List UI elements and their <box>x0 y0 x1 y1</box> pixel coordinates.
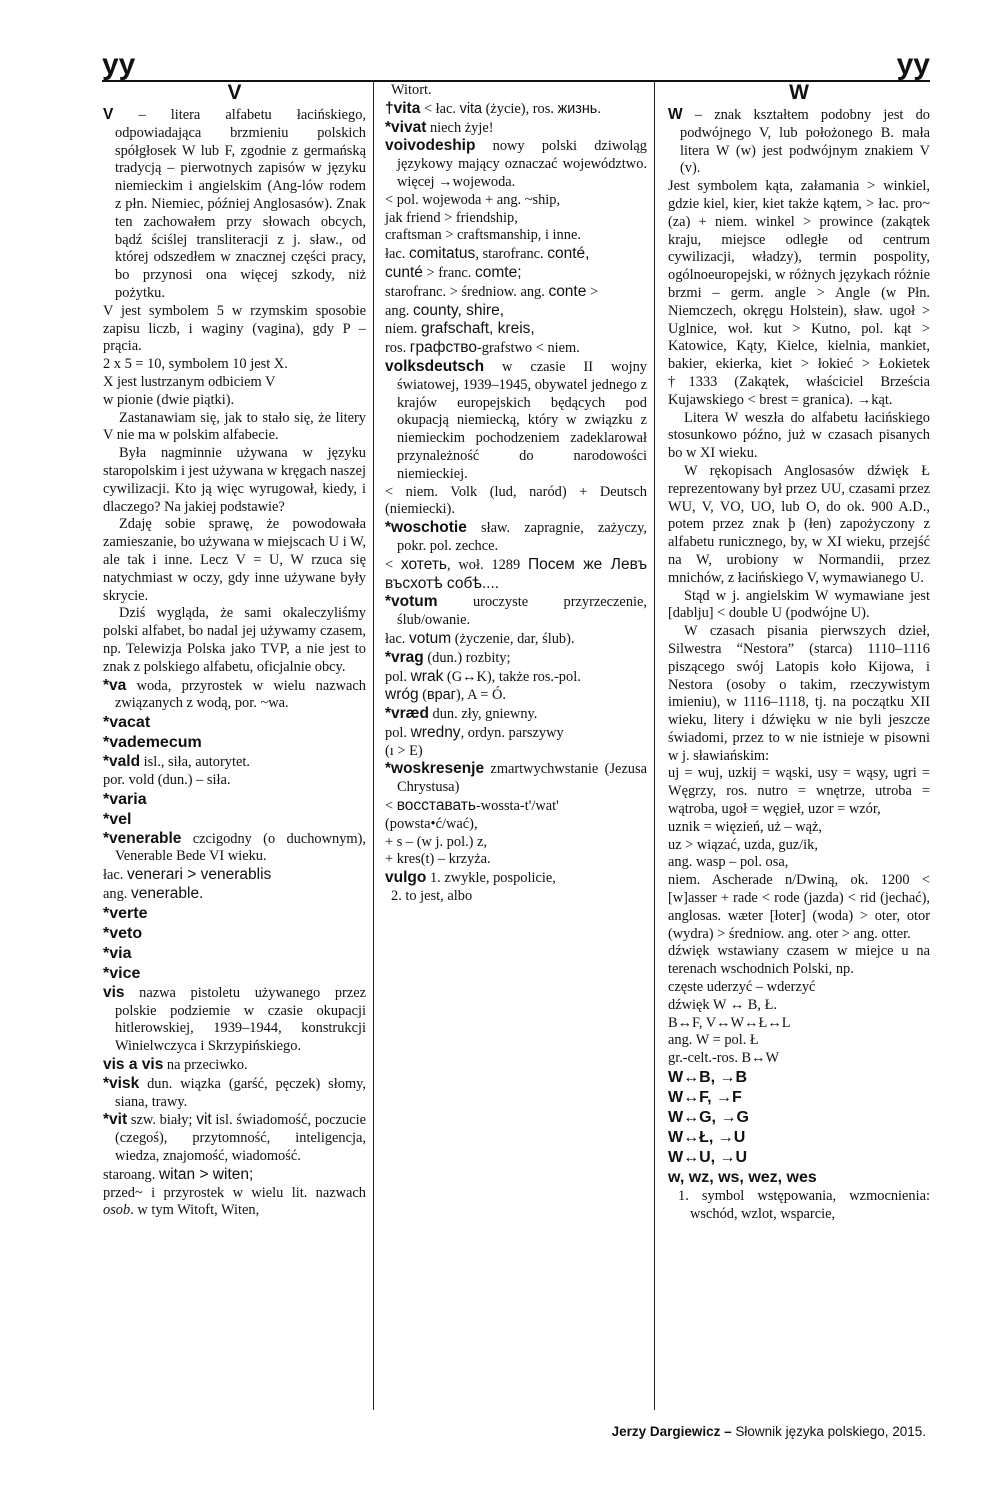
entry-line: dźwięk W ↔ B, Ł. <box>668 996 777 1013</box>
entry-line: ang. W = pol. Ł <box>668 1032 759 1049</box>
column-divider-1 <box>373 82 374 1410</box>
entry-line: < pol. wojewoda + ang. ~ship, <box>385 191 561 208</box>
paragraph: Zastanawiam się, jak to stało się, że litery V nie ma w polskim alfabecie. <box>103 409 366 444</box>
entry-visk: *visk dun. wiązka (garść, pęczek) słomy, siana, trawy. <box>103 1074 366 1110</box>
paragraph: W rękopisach Anglosasów dźwięk Ł reprezentowany był przez UU, czasami przez WU, V, VO, UO, lub O, do ok. 900 A.D., potem przez znak þ (łen) zapożyczony z alfabetu runicznego, by, w XI wieku, przejść na W, urobiony w Normandii, przez mnichów, z łacińskiego V, wymawianego U. <box>668 462 930 586</box>
entry-line: craftsman > craftsmanship, i inne. <box>385 227 581 244</box>
entry-line: staroang. witan > witen; <box>103 1165 254 1183</box>
entry-line: ang. wasp – pol. osa, <box>668 854 789 871</box>
entry-veto: *veto <box>103 924 143 942</box>
entry-vice: *vice <box>103 964 141 982</box>
entry-w-f: W↔F, →F <box>668 1089 742 1107</box>
entry-line: 2. to jest, albo <box>391 888 473 905</box>
paragraph: Litera W weszła do alfabetu łacińskiego stosunkowo późno, już w czasach pisanych bo w XI wieku. <box>668 409 930 462</box>
column-divider-2 <box>654 82 655 1410</box>
entry-volksdeutsch: volksdeutsch w czasie II wojny światowej, 1939–1945, obywatel jednego z krajów europejskich będących pod okupacją niemiecką, który w związku z niemieckim pochodzeniem zadeklarował przynależność do narodowości niemieckiej. <box>385 357 647 482</box>
entry-line: łac. venerari > venerablis <box>103 866 272 884</box>
entry-vit: *vit szw. biały; vit isl. świadomość, poczucie (czegoś), przytomność, inteligencja, wiedza, znajomość, wiadomość. <box>103 1111 366 1165</box>
entry-line: por. vold (dun.) – siła. <box>103 771 231 788</box>
entry-w-l: W↔Ł, →U <box>668 1129 746 1147</box>
entry-line: przed~ i przyrostek w wielu lit. nazwach osob. w tym Witoft, Witen, <box>103 1184 366 1219</box>
paragraph: Była nagminnie używana w języku staropolskim i jest używana w kręgach naszej cywilizacji. Kto ją więc wyrugował, kiedy, i dlaczego? Na jakiej podstawie? <box>103 445 366 515</box>
entry-line: wróg (враг), A = Ó. <box>385 686 506 704</box>
entry-line: + kres(t) – krzyża. <box>385 851 491 868</box>
column-2 <box>385 82 647 906</box>
entry-vis-a-vis: vis a vis na przeciwko. <box>103 1056 248 1074</box>
section-title-v: V <box>227 81 242 104</box>
entry-vraed: *vræd dun. zły, gniewny. <box>385 705 538 723</box>
entry-woschotie: *woschotie sław. zapragnie, zażyczy, pokr. pol. zechce. <box>385 519 647 554</box>
entry-w-u: W↔U, →U <box>668 1149 748 1167</box>
entry-vacat: *vacat <box>103 714 151 732</box>
paragraph: Zdaję sobie sprawę, że powodowała zamieszanie, bo używana w miejscach U i W, ale tak i inne. Lecz V = U, W rzuca się natychmiast w oczy, gdy inne używane były skrycie. <box>103 516 366 604</box>
entry-vulgo: vulgo 1. zwykle, pospolicie, <box>385 869 556 887</box>
entry-line: jak friend > friendship, <box>385 209 518 226</box>
entry-line: < niem. Volk (lud, naród) + Deutsch (niemiecki). <box>385 483 647 518</box>
entry-line: łac. comitatus, starofranc. conté, <box>385 245 590 263</box>
entry-line: uz > wiązać, uzda, guz/ik, <box>668 836 818 853</box>
paragraph: niem. Ascherade n/Dwiną, ok. 1200 < [w]asser + rade < rode (jazda) < rid (jechać), anglosas. wæter [łoter] (woda) > oter, otor (wydra) > średniow. ang. oter > ang. otter. <box>668 872 930 942</box>
entry-vita: †vita < łac. vita (życie), ros. жизнь. <box>385 99 602 117</box>
entry-v: V – litera alfabetu łacińskiego, odpowiadająca brzmieniu polskich spółgłosek W lub F, zgodnie z germańską tradycją – pierwotnych zapisów w języku niemieckim i angielskim (Ang-lów rodem z płn. Niemiec, później Anglosasów). Znak ten zachowałem przy słowach obcych, bądź ściślej transliteracji z j. sław., od której odszedłem w znacznej części pracy, bo przynosi ona więcej szkody, niż pożytku. <box>103 106 366 301</box>
entry-line: 1. symbol wstępowania, wzmocnienia: wschód, wzlot, wsparcie, <box>678 1188 930 1222</box>
paragraph: Stąd w j. angielskim W wymawiane jest [dablju] < double U (podwójne U). <box>668 587 930 622</box>
entry-vrag: *vrag (dun.) rozbity; <box>385 648 511 666</box>
entry-line: ang. county, shire, <box>385 301 505 319</box>
paragraph: X jest lustrzanym odbiciem V <box>103 373 276 390</box>
entry-line: częste uderzyć – wderzyć <box>668 979 816 996</box>
entry-w-g: W↔G, →G <box>668 1109 749 1127</box>
column-3 <box>668 82 930 1224</box>
entry-line: (ı > E) <box>385 742 423 759</box>
entry-line: Witort. <box>391 82 432 98</box>
section-title-w: W <box>789 81 809 104</box>
entry-w-prefix: w, wz, ws, wez, wes <box>668 1169 817 1187</box>
entry-verte: *verte <box>103 904 148 922</box>
paragraph: W czasach pisania pierwszych dzieł, Silwestra “Nestora” (starca) 1110–1116 piszącego swój Latopis koło Kijowa, i Nestora (osoby o takim, rzeczywistym imieniu), w 1116–1118, tj. na początku XII wieku, litery i dźwięku w nie byli jeszcze świadomi, przez to w nie istnieje w pisowni w j. sławiańskim: <box>668 623 930 764</box>
entry-line: gr.-celt.-ros. B↔W <box>668 1050 780 1067</box>
entry-vis: vis nazwa pistoletu używanego przez polskie podziemie w czasie okupacji hitlerowskiej, 1939–1944, konstrukcji Winielwczyca i Skrzypińskiego. <box>103 983 366 1055</box>
running-header-left: yy <box>102 48 136 81</box>
entry-line: < хотеть, woł. 1289 Посем же Левъ въсхотѣ собѣ.... <box>385 555 648 592</box>
paragraph: V jest symbolem 5 w rzymskim sposobie zapisu liczb, i waginy (vagina), gdy P – prącia. <box>103 302 366 355</box>
paragraph: dźwięk wstawiany czasem w miejce u na terenach wschodnich Polski, np. <box>668 943 930 978</box>
paragraph: Jest symbolem kąta, załamania > winkiel, gdzie kiel, kier, kiet także kątem, > łac. pro~ (za) + niem. winkel > prowince (zakątek kraju, miejsce odległe od centrum cywilizacji, władzy), termin pospolity, ogólnoeuropejski, w różnych językach różnie brzmi – germ. angle > Angle (w Płn. Niemczech, okręgu Holstein), sław. ugoł > Uglnice, woł. kut > Kutno, pol. kąt > Katowice, Kąty, Kielce, kielnia, mankiet, bakier, ekierka, kiet > łokieć > Łokietek †1333 (Zakątek, właściciel Brześcia Kujawskiego < brest = granica). →kąt. <box>668 178 930 408</box>
entry-voivodeship: voivodeship nowy polski dziwoląg językowy mający oznaczać województwo. więcej →wojewoda. <box>385 137 647 190</box>
entry-line: uznik = więzień, uż – wąż, <box>668 818 822 835</box>
entry-va: *va woda, przyrostek w wielu nazwach związanych z wodą, por. ~wa. <box>103 676 366 712</box>
entry-w: W – znak kształtem podobny jest do podwójnego V, lub położonego B. mała litera W (w) jest podwójnym znakiem V (v). <box>668 106 930 177</box>
entry-line: + s – (w j. pol.) z, <box>385 833 488 850</box>
column-1 <box>103 82 366 1220</box>
entry-vald: *vald isl., siła, autorytet. <box>103 753 250 771</box>
entry-vivat: *vivat niech żyje! <box>385 118 494 136</box>
entry-line: starofranc. > średniow. ang. conte > <box>385 282 599 300</box>
entry-line: B↔F, V↔W↔Ł↔L <box>668 1014 791 1031</box>
paragraph: uj = wuj, uzkij = wąski, usy = wąsy, ugri = Węgrzy, ros. nutro = wnętrze, utroba = wątroba, ugoł = węgieł, uzor = wzór, <box>668 765 930 818</box>
entry-line: ang. venerable. <box>103 885 204 903</box>
entry-line: (powsta•ć/wać), <box>385 815 478 832</box>
paragraph: Dziś wygląda, że sami okaleczyliśmy polski alfabet, bo nadal jej używamy czasem, np. Telewizja Polska jako TVP, a nie jest to znak z polskiego alfabetu, oficjalnie obcy. <box>103 605 366 675</box>
paragraph: 2 x 5 = 10, symbolem 10 jest X. <box>103 356 288 373</box>
entry-line: pol. wrak (G↔K), także ros.-pol. <box>385 667 581 685</box>
entry-line: cunté > franc. comte; <box>385 263 522 281</box>
entry-line: łac. votum (życzenie, dar, ślub). <box>385 629 575 647</box>
entry-votum: *votum uroczyste przyrzeczenie, ślub/owanie. <box>385 593 647 629</box>
entry-line: < восставать-wossta-t'/wat' <box>385 797 559 815</box>
paragraph: w pionie (dwie piątki). <box>103 391 235 408</box>
page-footer: Jerzy Dargiewicz – Słownik języka polskiego, 2015. <box>611 1424 926 1439</box>
running-header-right: yy <box>896 48 930 81</box>
entry-line: niem. grafschaft, kreis, <box>385 320 535 338</box>
entry-line: ros. графство-grafstwo < niem. <box>385 339 580 357</box>
entry-vademecum: *vademecum <box>103 734 202 752</box>
entry-varia: *varia <box>103 790 147 808</box>
entry-via: *via <box>103 944 132 962</box>
entry-woskresenje: *woskresenje zmartwychwstanie (Jezusa Chrystusa) <box>385 760 647 796</box>
entry-venerable: *venerable czcigodny (o duchownym), Venerable Bede VI wieku. <box>103 829 366 865</box>
entry-w-b: W↔B, →B <box>668 1069 748 1087</box>
entry-line: pol. wredny, ordyn. parszywy <box>385 723 564 741</box>
entry-vel: *vel <box>103 810 132 828</box>
